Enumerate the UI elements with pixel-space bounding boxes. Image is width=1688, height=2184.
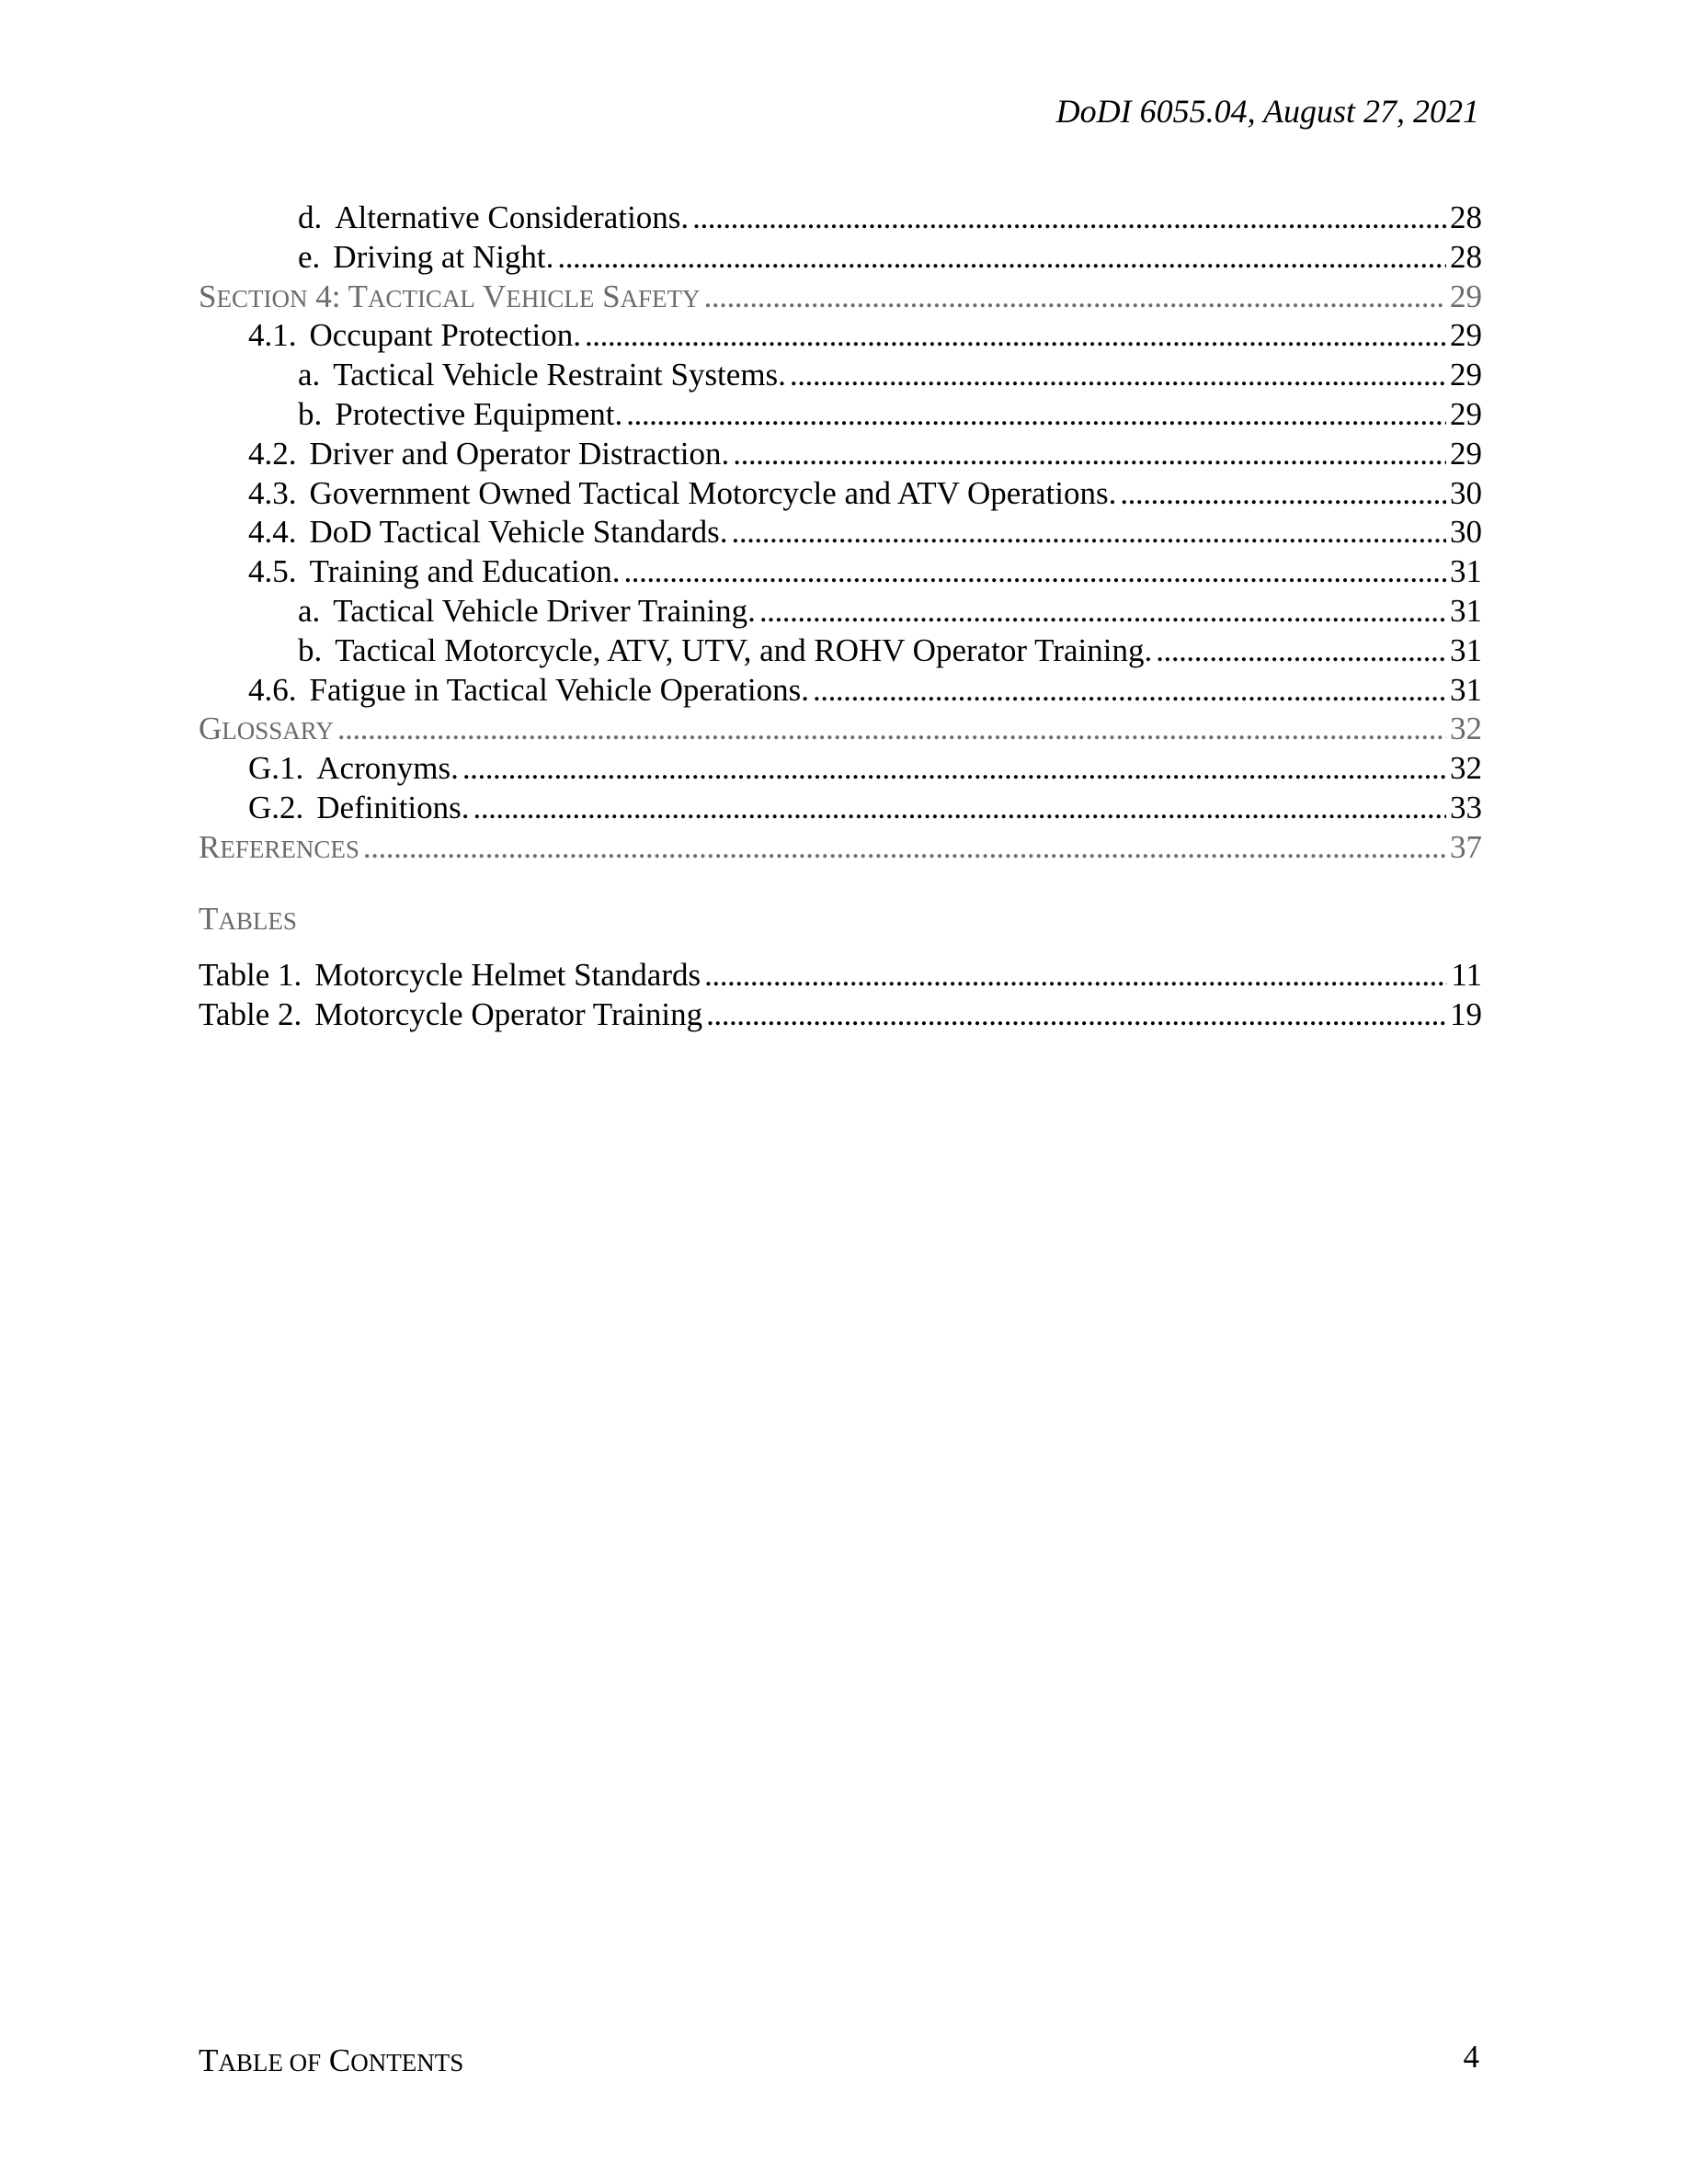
toc-entry-page: 29 <box>1450 435 1482 472</box>
toc-entry-restraint-systems[interactable] <box>199 356 1482 395</box>
toc-entry-page: 28 <box>1450 199 1482 235</box>
toc-entry-title: Driving at Night. <box>333 238 554 275</box>
toc-entry-number: 4.5. <box>248 553 297 590</box>
toc-entry-page: 31 <box>1450 671 1482 708</box>
toc-entry-protective-equipment[interactable] <box>199 395 1482 435</box>
dot-leader <box>1156 631 1446 671</box>
dot-leader <box>759 592 1446 631</box>
toc-entry-page: 29 <box>1450 395 1482 432</box>
toc-entry-driving-at-night[interactable] <box>199 238 1482 278</box>
toc-entry-page: 31 <box>1450 553 1482 590</box>
dot-leader <box>813 671 1446 711</box>
toc-entry-number: 4.6. <box>248 671 297 708</box>
toc-entry-number: a. <box>298 592 321 629</box>
toc-section-title: SECTION 4: TACTICAL VEHICLE SAFETY <box>199 278 701 314</box>
toc-entry-page: 33 <box>1450 789 1482 825</box>
toc-entry-title: Government Owned Tactical Motorcycle and ATV Operations. <box>309 474 1117 511</box>
toc-entry-alternative-considerations[interactable] <box>199 199 1482 238</box>
toc-entry-title: Protective Equipment. <box>335 395 623 432</box>
toc-entry-number: d. <box>298 199 323 235</box>
toc-entry-definitions[interactable] <box>199 789 1482 828</box>
toc-section-4-tactical-vehicle-safety[interactable] <box>199 278 1482 317</box>
dot-leader <box>337 710 1446 749</box>
footer-page-number: 4 <box>1463 2039 1479 2075</box>
toc-entry-page: 37 <box>1450 828 1482 865</box>
dot-leader <box>462 749 1446 789</box>
toc-entry-acronyms[interactable] <box>199 749 1482 789</box>
toc-entry-number: 4.3. <box>248 474 297 511</box>
toc-entry-page: 29 <box>1450 317 1482 354</box>
toc-entry-title: Alternative Considerations. <box>335 199 690 235</box>
toc-entry-number: 4.4. <box>248 514 297 551</box>
toc-entry-operator-training[interactable] <box>199 631 1482 671</box>
toc-entry-driver-distraction[interactable] <box>199 435 1482 474</box>
dot-leader <box>585 316 1446 356</box>
table-entry-operator-training[interactable] <box>199 995 1482 1035</box>
table-entry-page: 19 <box>1450 995 1482 1032</box>
toc-entry-driver-training[interactable] <box>199 592 1482 631</box>
toc-entry-page: 30 <box>1450 514 1482 551</box>
toc-section-glossary[interactable] <box>199 710 1482 749</box>
toc-entry-occupant-protection[interactable] <box>199 316 1482 356</box>
dot-leader <box>704 278 1446 317</box>
table-entry-label: Table 1. <box>199 957 302 993</box>
toc-entry-tactical-vehicle-standards[interactable] <box>199 513 1482 552</box>
table-entry-page: 11 <box>1451 957 1482 993</box>
footer-section-label: TABLE OF CONTENTS <box>199 2042 464 2078</box>
table-of-contents <box>199 199 1482 868</box>
toc-entry-title: Definitions. <box>316 789 470 825</box>
dot-leader <box>732 513 1446 552</box>
toc-entry-title: Occupant Protection. <box>309 317 581 354</box>
toc-entry-page: 31 <box>1450 592 1482 629</box>
toc-section-title: REFERENCES <box>199 828 359 865</box>
toc-entry-number: a. <box>298 357 321 393</box>
toc-entry-page: 29 <box>1450 357 1482 393</box>
dot-leader <box>1120 474 1446 514</box>
dot-leader <box>363 828 1446 868</box>
toc-section-title: GLOSSARY <box>199 711 334 747</box>
toc-entry-number: 4.1. <box>248 317 297 354</box>
table-entry-title: Motorcycle Operator Training <box>314 995 703 1032</box>
dot-leader <box>557 238 1446 278</box>
toc-entry-title: Tactical Vehicle Restraint Systems. <box>333 357 786 393</box>
toc-entry-title: Training and Education. <box>309 553 621 590</box>
dot-leader <box>626 395 1446 435</box>
toc-entry-training-and-education[interactable] <box>199 552 1482 592</box>
toc-entry-title: DoD Tactical Vehicle Standards. <box>309 514 728 551</box>
toc-entry-number: b. <box>298 395 323 432</box>
toc-entry-motorcycle-atv-operations[interactable] <box>199 474 1482 514</box>
toc-entry-page: 32 <box>1450 750 1482 787</box>
toc-entry-page: 31 <box>1450 631 1482 668</box>
toc-entry-page: 30 <box>1450 474 1482 511</box>
dot-leader <box>623 552 1446 592</box>
toc-entry-page: 29 <box>1450 278 1482 314</box>
toc-entry-title: Tactical Motorcycle, ATV, UTV, and ROHV Operator Training. <box>335 631 1153 668</box>
dot-leader <box>733 435 1446 474</box>
toc-entry-number: G.1. <box>248 750 304 787</box>
toc-entry-number: e. <box>298 238 321 275</box>
toc-entry-number: 4.2. <box>248 435 297 472</box>
dot-leader <box>704 956 1447 995</box>
toc-entry-fatigue[interactable] <box>199 671 1482 711</box>
table-entry-helmet-standards[interactable] <box>199 956 1482 995</box>
toc-entry-page: 32 <box>1450 711 1482 747</box>
tables-heading: TABLES <box>199 901 297 937</box>
dot-leader <box>473 789 1446 828</box>
toc-entry-title: Tactical Vehicle Driver Training. <box>333 592 756 629</box>
toc-section-references[interactable] <box>199 828 1482 868</box>
dot-leader <box>706 995 1446 1035</box>
table-entry-label: Table 2. <box>199 995 302 1032</box>
list-of-tables <box>199 956 1482 1035</box>
dot-leader <box>692 199 1446 238</box>
toc-entry-title: Acronyms. <box>316 750 459 787</box>
toc-entry-title: Driver and Operator Distraction. <box>309 435 730 472</box>
toc-entry-title: Fatigue in Tactical Vehicle Operations. <box>309 671 809 708</box>
document-reference-header: DoDI 6055.04, August 27, 2021 <box>1055 93 1479 130</box>
dot-leader <box>790 356 1446 395</box>
toc-entry-number: b. <box>298 631 323 668</box>
toc-entry-page: 28 <box>1450 238 1482 275</box>
table-entry-title: Motorcycle Helmet Standards <box>314 957 701 993</box>
toc-entry-number: G.2. <box>248 789 304 825</box>
